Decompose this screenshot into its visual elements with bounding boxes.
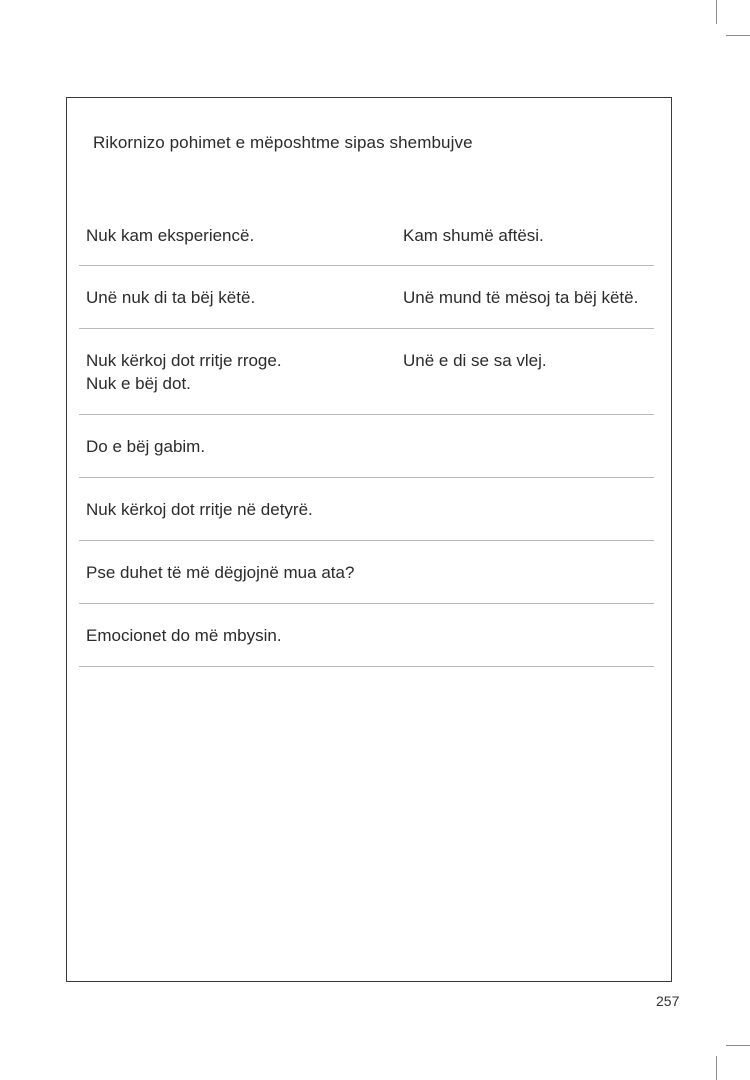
table-row	[79, 604, 654, 667]
crop-mark-top-right-horizontal	[726, 35, 750, 36]
negative-statement: Emocionet do më mbysin.	[86, 626, 282, 645]
table-row	[79, 478, 654, 541]
reframed-statement: Unë mund të mësoj ta bëj këtë.	[403, 288, 639, 307]
table-row	[79, 541, 654, 604]
negative-statement: Nuk kam eksperiencë.	[86, 226, 255, 245]
crop-mark-top-right-vertical	[716, 0, 717, 24]
negative-statement: Do e bëj gabim.	[86, 437, 206, 456]
table-row	[79, 415, 654, 478]
negative-statement: Unë nuk di ta bëj këtë.	[86, 288, 256, 307]
negative-statement: Pse duhet të më dëgjojnë mua ata?	[86, 563, 355, 582]
reframed-statement: Kam shumë aftësi.	[403, 226, 544, 245]
negative-statement: Nuk kërkoj dot rritje në detyrë.	[86, 500, 313, 519]
table-row	[79, 266, 654, 329]
page-number: 257	[656, 993, 680, 1009]
negative-statement: Nuk kërkoj dot rritje rroge. Nuk e bëj dot.	[86, 351, 282, 393]
crop-mark-bottom-right-vertical	[716, 1056, 717, 1080]
instruction-text: Rikornizo pohimet e mëposhtme sipas shembujve	[93, 133, 473, 152]
reframed-statement: Unë e di se sa vlej.	[403, 351, 547, 370]
crop-mark-bottom-right-horizontal	[726, 1045, 750, 1046]
table-row	[79, 329, 654, 415]
statements-table	[79, 204, 654, 667]
table-row	[79, 204, 654, 266]
